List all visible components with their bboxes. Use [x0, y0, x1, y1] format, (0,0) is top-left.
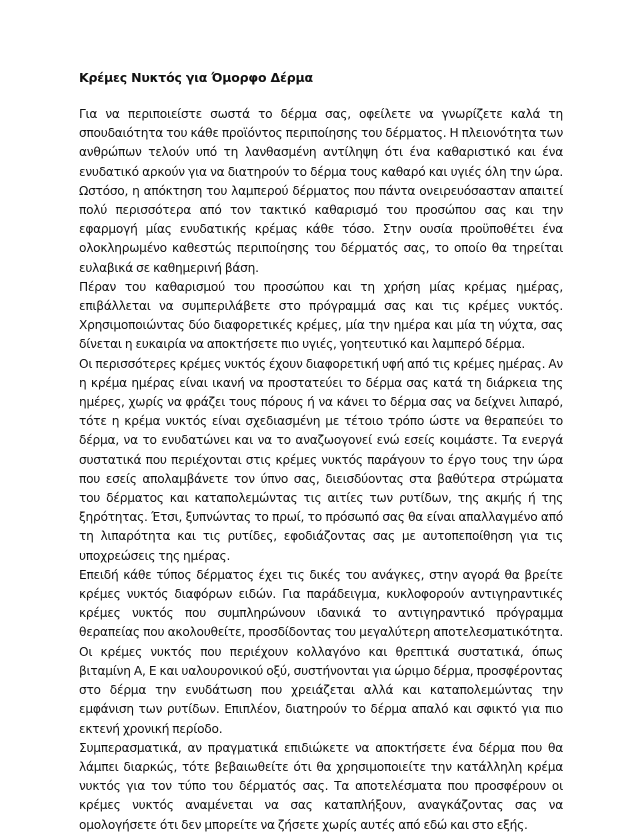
document-page: [79, 70, 563, 835]
paragraph-skin-types: Επειδή κάθε τύπος δέρματος έχει τις δικές του ανάγκες, στην αγορά θα βρείτε κρέμες νυκτός διαφόρων ειδών. Για παράδειγμα, κυκλοφορούν αντιγηραντικές κρέμες νυκτός που συμπληρώνουν ιδανικά το αντιγηραντικό πρόγραμμα θεραπείας που ακολουθείτε, προσδίδοντας του μεγαλύτερη αποτελεσματικότητα. Οι κρέμες νυκτός που περιέχουν κολλαγόνο και θρεπτικά συστατικά, όπως βιταμίνη Α, Ε και υαλουρονικού οξύ, συστήνονται για ώριμο δέρμα, προσφέροντας στο δέρμα την ενυδάτωση που χρειάζεται αλλά και καταπολεμώντας την εμφάνιση των ρυτίδων. Επιπλέον, διατηρούν το δέρμα απαλό και σφικτό για πιο εκτενή χρονική περίοδο.: [79, 567, 563, 736]
paragraph-conclusion: Συμπερασματικά, αν πραγματικά επιδιώκετε να αποκτήσετε ένα δέρμα που θα λάμπει διαρκώς, τότε βεβαιωθείτε ότι θα χρησιμοποιείτε την κατάλληλη κρέμα νυκτός για τον τύπο του δέρματός σας. Τα αποτελέσματα που προσφέρουν οι κρέμες νυκτός αναμένεται να σας καταπλήξουν, αναγκάζοντας σας να ομολογήσετε ότι δεν μπορείτε να ζήσετε χωρίς αυτές από εδώ και στο εξής.: [79, 740, 563, 832]
document-title: Κρέμες Νυκτός για Όμορφο Δέρμα: [79, 70, 313, 85]
paragraph-day-night-creams: Πέραν του καθαρισμού του προσώπου και τη χρήση μίας κρέμας ημέρας, επιβάλλεται να συμπεριλάβετε στο πρόγραμμά σας και τις κρέμες νυκτός. Χρησιμοποιώντας δύο διαφορετικές κρέμες, μία την ημέρα και μία τη νύχτα, σας δίνεται η ευκαιρία να αποκτήσετε πιο υγιές, γοητευτικό και λαμπερό δέρμα.: [79, 279, 563, 352]
paragraph-intro: Για να περιποιείστε σωστά το δέρμα σας, οφείλετε να γνωρίζετε καλά τη σπουδαιότητα του κάθε προϊόντος περιποίησης του δέρματος. Η πλειονότητα των ανθρώπων τελούν υπό τη λανθασμένη αντίληψη ότι ένα καθαριστικό και ένα ενυδατικό αρκούν για να διατηρούν το δέρμα τους καθαρό και υγιές όλη την ώρα. Ωστόσο, η απόκτηση του λαμπερού δέρματος που πάντα ονειρευόσασταν απαιτεί πολύ περισσότερα από τον τακτικό καθαρισμό του προσώπου σας και την εφαρμογή μίας ενυδατικής κρέμας κάθε τόσο. Στην ουσία προϋποθέτει ένα ολοκληρωμένο καθεστώς περιποίησης του δέρματός σας, το οποίο θα τηρείται ευλαβικά σε καθημερινή βάση.: [79, 107, 563, 275]
paragraph-night-cream-texture: Οι περισσότερες κρέμες νυκτός έχουν διαφορετική υφή από τις κρέμες ημέρας. Αν η κρέμα ημέρας είναι ικανή να προστατεύει το δέρμα σας κατά τη διάρκεια της ημέρες, χωρίς να φράζει τους πόρους ή να κάνει το δέρμα σας να δείχνει λιπαρό, τότε η κρέμα νυκτός είναι σχεδιασμένη με τέτοιο τρόπο ώστε να θεραπεύει το δέρμα, να το ενυδατώνει και να το αναζωογονεί ενώ εσείς κοιμάστε. Τα ενεργά συστατικά που περιέχονται στις κρέμες νυκτός παράγουν το έργο τους την ώρα που εσείς απολαμβάνετε τον ύπνο σας, διεισδύοντας στα βαθύτερα στρώματα του δέρματος και καταπολεμώντας τις αιτίες των ρυτίδων, της ακμής ή της ξηρότητας. Έτσι, ξυπνώντας το πρωί, το πρόσωπό σας θα είναι απαλλαγμένο από τη λιπαρότητα και τις ρυτίδες, εφοδιάζοντας σας με αυτοπεποίθηση για τις υποχρεώσεις της ημέρας.: [79, 356, 563, 563]
